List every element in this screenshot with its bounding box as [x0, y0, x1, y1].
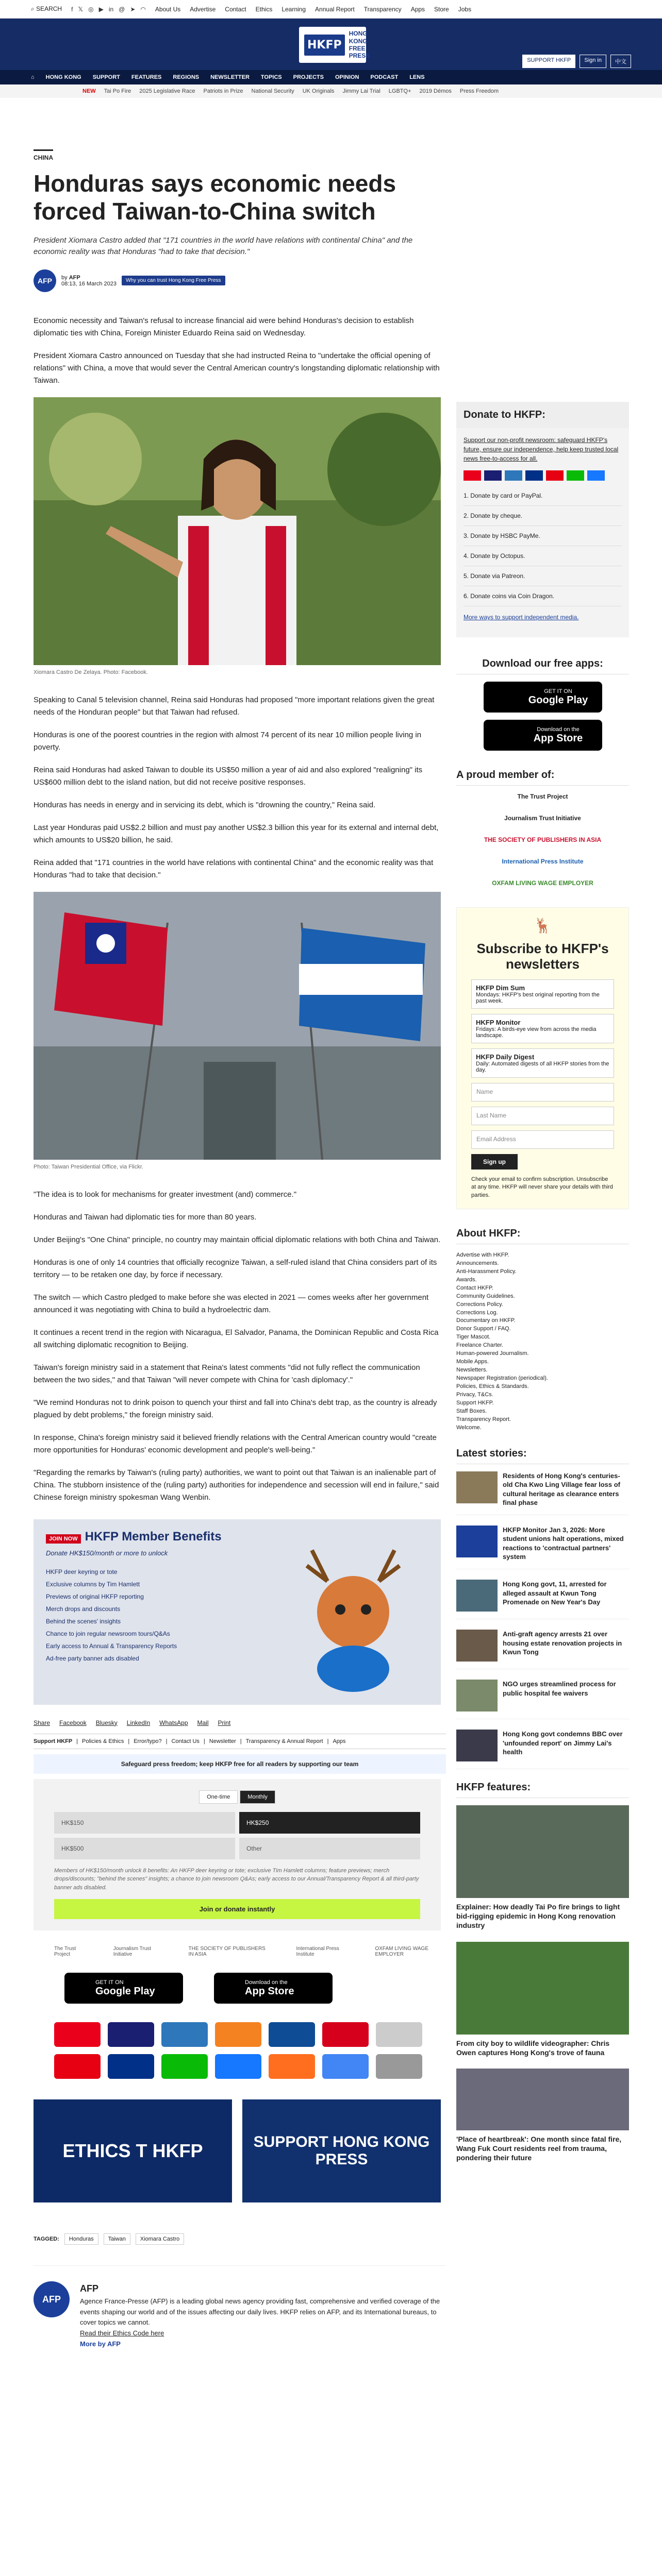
logo-text: HONG KONG FREE PRESS — [349, 30, 370, 60]
name-field[interactable]: Name — [471, 1083, 614, 1101]
latest-title: Latest stories: — [456, 1448, 629, 1464]
member-logo[interactable]: OXFAM LIVING WAGE EMPLOYER — [492, 879, 593, 887]
topbar-link-3[interactable]: Ethics — [255, 5, 273, 13]
latest-story[interactable]: Residents of Hong Kong's centuries-old Cha Kwo Ling Village fear loss of cultural heritage as clearance enters final phase — [456, 1471, 629, 1515]
donate-intro[interactable]: Support our non-profit newsroom: safeguard HKFP's future, ensure our independence, help keep trusted local news free-to-access for all. — [464, 436, 619, 462]
paragraph: Honduras and Taiwan had diplomatic ties for more than 80 years. — [34, 1212, 257, 1222]
tag-list — [34, 2233, 446, 2245]
amount-option[interactable]: HK$500 — [54, 1838, 235, 1859]
author-name[interactable]: AFP — [69, 274, 80, 281]
donation-note: Members of HK$150/month unlock 8 benefits: An HKFP deer keyring or tote; exclusive Tim Hamlett columns; feature previews; merch drops/discounts; "behind the scenes" insights; a chance to join newsroom Q&As; early access to our Annual/Transparency Report & all third-party banner ads disabled. — [54, 1867, 419, 1891]
ad-perk: Previews of original HKFP reporting — [46, 1592, 144, 1600]
tag[interactable]: Taiwan — [104, 2233, 130, 2245]
trending-item[interactable]: LGBTQ+ — [388, 88, 411, 94]
trending-bar — [0, 84, 662, 98]
share-link[interactable]: Share — [34, 1719, 51, 1726]
tag[interactable]: Honduras — [64, 2233, 98, 2245]
member-logo[interactable]: The Trust Project — [54, 1946, 76, 1958]
latest-story[interactable]: Hong Kong govt, 11, arrested for alleged assault at Kwun Tong Promenade on New Year's Day — [456, 1580, 629, 1619]
member-benefits-ad[interactable] — [34, 1519, 441, 1705]
publish-date: 08:13, 16 March 2023 — [61, 280, 117, 287]
payme-icon — [54, 2054, 101, 2079]
apps-box — [456, 658, 629, 751]
amex-icon — [161, 2022, 208, 2047]
footer-links: Support HKFP | Policies & Ethics | Error/typo? | Contact Us | Newsletter | Transparency & Annual Report | Apps — [34, 1734, 446, 1749]
trending-item[interactable]: 2025 Legislative Race — [139, 88, 195, 94]
footer-link[interactable]: Error/typo? — [134, 1738, 162, 1744]
app-store-button[interactable]: Download on the App Store — [484, 720, 602, 751]
unionpay-icon — [322, 2022, 369, 2047]
amex-icon — [505, 470, 522, 481]
castro-photo-image — [34, 397, 441, 665]
donate-payment-icons — [464, 470, 622, 481]
paragraph: Taiwan's foreign ministry said in a statement that Reina's latest comments "did not fully reflect the communication between the two sides," and that Taiwan "will never compete with China for 'cash diplomacy'." — [34, 1363, 420, 1384]
topbar-link-1[interactable]: Advertise — [190, 5, 216, 13]
paypal-icon — [108, 2054, 154, 2079]
facebook-icon[interactable]: f — [71, 5, 73, 13]
feature-image — [456, 1942, 629, 2035]
discover-icon — [215, 2022, 261, 2047]
paragraph: "We remind Honduras not to drink poison to quench your thirst and fall into China's debt trap, as the country is already plagued by debt problems," the foreign ministry said. — [34, 1398, 437, 1419]
wechatpay-icon — [567, 470, 584, 481]
footer-link[interactable]: Newsletter — [209, 1738, 236, 1744]
flags-photo — [34, 892, 441, 1160]
feature-story[interactable]: From city boy to wildlife videographer: Chris Owen captures Hong Kong's trove of fauna — [456, 1942, 629, 2057]
topbar-link-5[interactable]: Annual Report — [315, 5, 355, 13]
nav-item-5[interactable]: TOPICS — [260, 74, 282, 80]
google-play-button[interactable]: GET IT ON Google Play — [484, 682, 602, 713]
about-link[interactable]: Human-powered Journalism. — [456, 1350, 529, 1357]
feature-story[interactable]: Explainer: How deadly Tai Po fire brings to light bid-rigging epidemic in Hong Kong renovation industry — [456, 1805, 629, 1930]
support-button[interactable]: SUPPORT HKFP — [522, 55, 575, 68]
paragraph: Honduras has needs in energy and in servicing its debt, which is "drowning the country," Reina said. — [34, 800, 376, 809]
author-box-avatar[interactable]: AFP — [34, 2281, 70, 2317]
newsletter-box — [456, 907, 629, 1209]
topbar-link-2[interactable]: Contact — [225, 5, 246, 13]
nav-item-0[interactable]: HONG KONG — [45, 74, 81, 80]
ad-perk: Merch drops and discounts — [46, 1605, 121, 1613]
article-title: Honduras says economic needs forced Taiwan-to-China switch — [34, 170, 396, 225]
home-icon[interactable]: ⌂ — [31, 74, 35, 80]
story-thumbnail — [456, 1526, 498, 1557]
feature-story[interactable]: 'Place of heartbreak': One month since fatal fire, Wang Fuk Court residents reel from trauma, pondering their future — [456, 2069, 629, 2163]
mastercard-icon — [464, 470, 481, 481]
paragraph: Under Beijing's "One China" principle, no country may maintain official diplomatic relations with both China and Taiwan. — [34, 1235, 441, 1244]
jcb-icon — [269, 2022, 315, 2047]
visa-icon — [484, 470, 502, 481]
logo-mark: HKFP — [304, 35, 345, 56]
amount-option[interactable]: HK$150 — [54, 1812, 235, 1834]
member-logo[interactable]: International Press Institute — [296, 1946, 339, 1958]
byline-text: by AFP 08:13, 16 March 2023 — [61, 274, 117, 287]
story-thumbnail — [456, 1680, 498, 1711]
paragraph: "Regarding the remarks by Taiwan's (ruling party) authorities, we want to point out that Taiwan is an inalienable part of China. The stubborn insistence of the (ruling party) authorities for independence and secession will end in failure," said Chinese foreign ministry spokesman Wang Wenbin. — [34, 1468, 439, 1502]
author-bio: Agence France-Presse (AFP) is a leading global news agency providing fast, comprehensive and verified coverage of the events shaping our world and of the issues affecting our daily lives. HKFP relies on AFP, and its International bureaus, to cover topics we cannot. — [80, 2297, 440, 2327]
latest-story[interactable]: HKFP Monitor Jan 3, 2026: More student unions halt operations, mixed reactions to 'contractual partners' system — [456, 1526, 629, 1569]
tag[interactable]: Xiomara Castro — [136, 2233, 184, 2245]
x-icon[interactable]: 𝕏 — [78, 5, 84, 13]
paypal-icon — [525, 470, 543, 481]
member-logos-row — [54, 1946, 446, 1957]
payme-icon — [546, 470, 564, 481]
paragraph: President Xiomara Castro announced on Tuesday that she had instructed Reina to "undertake the official opening of relations" with China, a move that would sever the Central American country's longstanding diplomatic relationship with Taiwan. — [34, 351, 440, 385]
latest-box — [456, 1448, 629, 1769]
topbar-link-4[interactable]: Learning — [282, 5, 306, 13]
about-link[interactable]: Newsletters. — [456, 1367, 488, 1374]
photo-caption: Photo: Taiwan Presidential Office, via Flickr. — [34, 1163, 143, 1170]
topbar-link-9[interactable]: Jobs — [458, 5, 472, 13]
member-logo[interactable]: Journalism Trust Initiative — [113, 1946, 152, 1958]
byline — [34, 269, 446, 292]
member-box — [456, 769, 629, 887]
app-store-button[interactable]: Download on the App Store — [214, 1973, 333, 2004]
nav-item-4[interactable]: NEWSLETTER — [210, 74, 250, 80]
site-logo[interactable] — [299, 27, 370, 63]
ad-perks — [46, 1566, 177, 1665]
more-ways-link[interactable]: More ways to support independent media. — [464, 614, 579, 621]
newsletter-option[interactable]: HKFP Dim Sum Mondays: HKFP's best original reporting from the past week. — [471, 979, 614, 1009]
article — [34, 149, 446, 2350]
author-avatar[interactable]: AFP — [34, 269, 56, 292]
paragraph: Honduras is one of only 14 countries that officially recognize Taiwan, a self-ruled island that China considers part of its territory — to be retaken one day, by force if necessary. — [34, 1258, 437, 1279]
topbar-link-8[interactable]: Store — [434, 5, 449, 13]
sidebar — [456, 402, 629, 2174]
paragraph: Speaking to Canal 5 television channel, Reina said Honduras had proposed "more important relations given the great needs of the Honduran people" but that Taiwan had refused. — [34, 695, 435, 717]
newsletter-title: Subscribe to HKFP's newsletters — [476, 941, 609, 972]
about-link[interactable]: Awards. — [456, 1276, 477, 1283]
visa-icon — [108, 2022, 154, 2047]
about-box — [456, 1228, 629, 1432]
features-box — [456, 1782, 629, 2163]
latest-story[interactable]: Hong Kong govt condemns BBC over 'unfounded report' on Jimmy Lai's health — [456, 1730, 629, 1769]
topbar-link-7[interactable]: Apps — [410, 5, 425, 13]
donate-option[interactable]: 6. Donate coins via Coin Dragon. — [464, 586, 622, 606]
about-link[interactable]: Documentary on HKFP. — [456, 1317, 516, 1324]
promo-banners — [34, 2099, 446, 2202]
trending-item[interactable]: UK Originals — [302, 88, 335, 94]
about-link[interactable]: Privacy, T&Cs. — [456, 1391, 493, 1398]
signin-button[interactable]: Sign in — [580, 55, 606, 68]
email-field[interactable]: Email Address — [471, 1130, 614, 1149]
article-category[interactable]: CHINA — [34, 149, 53, 161]
about-link[interactable]: Advertise with HKFP. — [456, 1251, 509, 1258]
about-link[interactable]: Contact HKFP. — [456, 1284, 493, 1291]
author-box — [34, 2265, 446, 2350]
donate-option[interactable]: 1. Donate by card or PayPal. — [464, 486, 622, 506]
bluesky-share[interactable]: Bluesky — [95, 1719, 118, 1726]
whatsapp-share[interactable]: WhatsApp — [159, 1719, 188, 1726]
trending-item[interactable]: 2019 Démos — [419, 88, 452, 94]
ad-perk: Exclusive columns by Tim Hamlett — [46, 1580, 140, 1588]
about-link[interactable]: Newspaper Registration (periodical). — [456, 1375, 548, 1382]
photo-caption: Xiomara Castro De Zelaya. Photo: Facebook. — [34, 669, 148, 675]
linkedin-icon[interactable]: in — [108, 5, 114, 13]
donation-widget — [34, 1779, 441, 1931]
donate-option[interactable]: 3. Donate by HSBC PayMe. — [464, 526, 622, 546]
about-link[interactable]: Donor Support / FAQ. — [456, 1326, 511, 1332]
safeguard-banner[interactable]: Safeguard press freedom; keep HKFP free for all readers by supporting our team — [34, 1754, 446, 1774]
latest-story[interactable]: Anti-graft agency arrests 21 over housing estate renovation projects in Kwun Tong — [456, 1630, 629, 1669]
paragraph: It continues a recent trend in the region with Nicaragua, El Salvador, Panama, the Dominican Republic and Costa Rica all switching diplomatic recognition to Beijing. — [34, 1328, 439, 1349]
header-actions — [522, 55, 631, 68]
trending-item[interactable]: Patriots in Prize — [203, 88, 243, 94]
nav-item-6[interactable]: PROJECTS — [293, 74, 324, 80]
feature-image — [456, 1805, 629, 1898]
signup-button[interactable]: Sign up — [471, 1154, 518, 1170]
nav-item-8[interactable]: PODCAST — [370, 74, 399, 80]
paragraph: Last year Honduras paid US$2.2 billion and must pay another US$2.3 billion this year for its external and internal debt, which amounts to US$20 billion, he said. — [34, 823, 439, 844]
threads-icon[interactable]: @ — [119, 5, 125, 13]
member-logo[interactable]: International Press Institute — [502, 858, 584, 865]
member-logo[interactable]: OXFAM LIVING WAGE EMPLOYER — [375, 1946, 428, 1958]
nav-item-1[interactable]: SUPPORT — [92, 74, 120, 80]
footer-link[interactable]: Policies & Ethics — [82, 1738, 124, 1744]
paragraph: In response, China's foreign ministry said it believed friendly relations with the Central American country would "create more opportunities for Honduras' economic development and people's well-being." — [34, 1433, 437, 1454]
linkedin-share[interactable]: LinkedIn — [126, 1719, 151, 1726]
about-link[interactable]: Anti-Harassment Policy. — [456, 1268, 517, 1275]
trending-item[interactable]: National Security — [251, 88, 294, 94]
feature-image — [456, 2069, 629, 2130]
footer-link[interactable]: Support HKFP — [34, 1738, 73, 1744]
trending-item[interactable]: Tai Po Fire — [104, 88, 131, 94]
member-logo[interactable]: Journalism Trust Initiative — [504, 815, 581, 822]
about-link[interactable]: Tiger Mascot. — [456, 1334, 491, 1341]
footer-link[interactable]: Apps — [333, 1738, 346, 1744]
rss-icon[interactable]: ◠ — [140, 5, 146, 13]
instagram-icon[interactable]: ◎ — [88, 5, 94, 13]
google-play-button[interactable]: GET IT ON Google Play — [64, 1973, 183, 2004]
ad-perk: Ad-free party banner ads disabled — [46, 1654, 139, 1662]
about-link[interactable]: Announcements. — [456, 1260, 499, 1266]
story-thumbnail — [456, 1471, 498, 1503]
donate-option[interactable]: 2. Donate by cheque. — [464, 506, 622, 526]
tab-one-time[interactable]: One-time — [199, 1790, 238, 1804]
trust-button[interactable]: Why you can trust Hong Kong Free Press — [122, 276, 225, 285]
footer-link[interactable]: Contact Us — [171, 1738, 200, 1744]
join-button[interactable]: Join or donate instantly — [54, 1899, 420, 1919]
site-header — [0, 19, 662, 70]
deer-mascot-icon — [286, 1540, 420, 1694]
print-share[interactable]: Print — [218, 1719, 231, 1726]
trending-item[interactable]: Press Freedom — [459, 88, 499, 94]
support-banner[interactable]: SUPPORT HONG KONG PRESS — [242, 2099, 441, 2202]
ethics-link[interactable]: Read their Ethics Code here — [80, 2329, 164, 2337]
story-thumbnail — [456, 1730, 498, 1761]
main-nav — [0, 70, 662, 84]
ad-perk: Early access to Annual & Transparency Reports — [46, 1642, 177, 1650]
mastercard-icon — [54, 2022, 101, 2047]
castro-photo — [34, 397, 441, 665]
share-links — [34, 1719, 446, 1726]
ad-perk: Behind the scenes' insights — [46, 1617, 121, 1625]
search-button[interactable]: ⌕ SEARCH — [31, 5, 62, 12]
about-link[interactable]: Freelance Charter. — [456, 1342, 504, 1349]
ad-subtitle: Donate HK$150/month or more to unlock — [46, 1549, 168, 1557]
about-link[interactable]: Staff Boxes. — [456, 1408, 487, 1414]
nav-item-9[interactable]: LENS — [409, 74, 425, 80]
about-link[interactable]: Mobile Apps. — [456, 1359, 489, 1365]
language-button[interactable]: 中文 — [610, 55, 631, 68]
amount-option[interactable]: Other — [239, 1838, 420, 1859]
donate-option[interactable]: 4. Donate by Octopus. — [464, 546, 622, 566]
story-thumbnail — [456, 1580, 498, 1612]
about-link[interactable]: Support HKFP. — [456, 1399, 494, 1406]
newsletter-option[interactable]: HKFP Monitor Fridays: A birds-eye view from across the media landscape. — [471, 1014, 614, 1043]
alipay-icon — [587, 470, 605, 481]
flags-photo-image — [34, 892, 441, 1160]
applepay-icon — [376, 2022, 422, 2047]
ad-perk: Chance to join regular newsroom tours/Q&As — [46, 1630, 170, 1637]
app-buttons — [64, 1973, 446, 2004]
ad-title: JOIN NOW HKFP Member Benefits — [46, 1530, 222, 1544]
nav-item-2[interactable]: FEATURES — [131, 74, 162, 80]
about-link[interactable]: Welcome. — [456, 1424, 482, 1431]
deer-icon: 🦌 — [534, 918, 552, 934]
paragraph: Reina added that "171 countries in the world have relations with continental China" and the economic reality was that Honduras "had to take that decision." — [34, 858, 434, 879]
about-link[interactable]: Policies, Ethics & Standards. — [456, 1383, 529, 1389]
donate-title: Donate to HKFP: — [456, 402, 629, 428]
member-title: A proud member of: — [456, 769, 629, 786]
article-lede: President Xiomara Castro added that "171 countries in the world have relations with continental China" and the economic reality was that Honduras "had to take that decision." — [34, 235, 413, 257]
member-logo[interactable]: The Trust Project — [517, 793, 568, 800]
topbar-link-6[interactable]: Transparency — [363, 5, 402, 13]
search-label: SEARCH — [36, 5, 62, 12]
nav-item-3[interactable]: REGIONS — [173, 74, 200, 80]
alipay-icon — [215, 2054, 261, 2079]
nav-item-7[interactable]: OPINION — [335, 74, 359, 80]
ad-perk: HKFP deer keyring or tote — [46, 1568, 118, 1575]
about-link[interactable]: Transparency Report. — [456, 1416, 511, 1422]
paragraph: The switch — which Castro pledged to make before she was elected in 2021 — comes weeks after her government announced it was negotiating with China to build a hydroelectric dam. — [34, 1293, 429, 1314]
mail-share[interactable]: Mail — [197, 1719, 209, 1726]
tags-label: TAGGED: — [34, 2236, 59, 2243]
member-logo[interactable]: THE SOCIETY OF PUBLISHERS IN ASIA — [188, 1946, 266, 1958]
trending-item[interactable]: Jimmy Lai Trial — [342, 88, 380, 94]
paragraph: Economic necessity and Taiwan's refusal to increase financial aid were behind Honduras's decision to establish diplomatic ties with China, Foreign Minister Eduardo Reina said on Wednesday. — [34, 316, 414, 337]
about-list — [456, 1251, 629, 1432]
story-thumbnail — [456, 1630, 498, 1662]
paragraph: "The idea is to look for mechanisms for greater investment (and) commerce." — [34, 1190, 297, 1199]
telegram-icon[interactable]: ➤ — [130, 5, 136, 13]
ad-badge: JOIN NOW — [46, 1534, 81, 1544]
googlepay-icon — [322, 2054, 369, 2079]
amount-grid — [54, 1812, 420, 1859]
newsletter-note: Check your email to confirm subscription. Unsubscribe at any time. HKFP will never share your details with third parties. — [471, 1176, 613, 1198]
ethics-banner[interactable]: ETHICS T HKFP — [34, 2099, 232, 2202]
donate-option[interactable]: 5. Donate via Patreon. — [464, 566, 622, 586]
apps-title: Download our free apps: — [456, 658, 629, 674]
paragraph: Honduras is one of the poorest countries in the region with almost 74 percent of its near 10 million people living in poverty. — [34, 730, 422, 752]
social-icons — [71, 6, 146, 13]
facebook-share[interactable]: Facebook — [59, 1719, 87, 1726]
payment-methods — [54, 2022, 446, 2079]
last-name-field[interactable]: Last Name — [471, 1107, 614, 1125]
tab-monthly[interactable]: Monthly — [240, 1790, 275, 1804]
fps-icon — [376, 2054, 422, 2079]
about-title: About HKFP: — [456, 1228, 629, 1244]
more-by-author[interactable]: More by AFP — [80, 2340, 121, 2348]
top-utility-bar — [0, 0, 662, 19]
paragraph: Reina said Honduras had asked Taiwan to double its US$50 million a year of aid and also explored "realigning" its US$600 million debt to the island nation, but did not receive positive responses. — [34, 765, 423, 787]
topbar-link-0[interactable]: About Us — [155, 5, 181, 13]
donate-box — [456, 402, 629, 637]
amount-option[interactable]: HK$250 — [239, 1812, 420, 1834]
footer-link[interactable]: Transparency & Annual Report — [245, 1738, 323, 1744]
features-title: HKFP features: — [456, 1782, 629, 1798]
author-box-name[interactable]: AFP — [80, 2283, 98, 2294]
member-logo[interactable]: THE SOCIETY OF PUBLISHERS IN ASIA — [484, 836, 602, 843]
trending-label: NEW — [82, 88, 96, 94]
newsletter-option[interactable]: HKFP Daily Digest Daily: Automated digests of all HKFP stories from the day. — [471, 1048, 614, 1078]
about-link[interactable]: Corrections Log. — [456, 1309, 498, 1316]
octopus-icon — [269, 2054, 315, 2079]
donation-frequency — [54, 1790, 420, 1804]
latest-story[interactable]: NGO urges streamlined process for public hospital fee waivers — [456, 1680, 629, 1719]
about-link[interactable]: Community Guidelines. — [456, 1293, 515, 1299]
wechatpay-icon — [161, 2054, 208, 2079]
youtube-icon[interactable]: ▶ — [98, 5, 104, 13]
about-link[interactable]: Corrections Policy. — [456, 1301, 503, 1308]
